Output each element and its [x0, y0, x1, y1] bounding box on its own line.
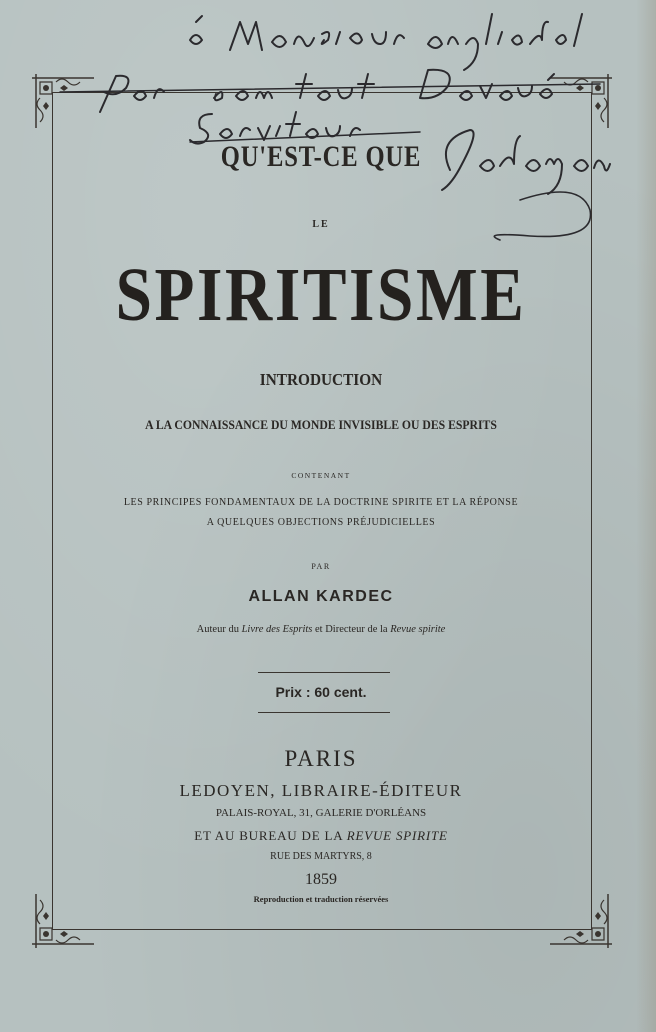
author-credit: [52, 624, 590, 635]
credit-work-2: Revue spirite: [390, 624, 446, 635]
imprint-year: 1859: [305, 871, 337, 888]
imprint-publisher: LEDOYEN, LIBRAIRE-ÉDITEUR: [179, 781, 463, 800]
bureau-prefix: ET AU BUREAU DE LA: [194, 828, 343, 843]
description-line-2: A QUELQUES OBJECTIONS PRÉJUDICIELLES: [206, 517, 436, 528]
imprint-bureau: [52, 828, 590, 844]
price-rule-bottom: [258, 712, 390, 713]
price: Prix : 60 cent.: [275, 684, 367, 700]
title-article: LE: [312, 219, 330, 230]
bureau-journal: REVUE SPIRITE: [346, 828, 448, 843]
imprint-address-2: RUE DES MARTYRS, 8: [270, 851, 372, 862]
credit-middle: et Directeur de la: [315, 624, 388, 635]
handwritten-inscription: [0, 0, 656, 260]
introduction-heading: INTRODUCTION: [259, 370, 383, 389]
price-rule-top: [258, 672, 390, 673]
imprint-city: PARIS: [284, 746, 358, 771]
credit-prefix: Auteur du: [196, 624, 239, 635]
description-line-1: LES PRINCIPES FONDAMENTAUX DE LA DOCTRINE SPIRITE ET LA RÉPONSE: [123, 497, 519, 508]
credit-work-1: Livre des Esprits: [241, 624, 313, 635]
main-title: SPIRITISME: [115, 253, 527, 337]
subtitle: A LA CONNAISSANCE DU MONDE INVISIBLE OU DES ESPRITS: [145, 417, 497, 432]
imprint-address-1: PALAIS-ROYAL, 31, GALERIE D'ORLÉANS: [215, 807, 427, 819]
rights-notice: Reproduction et traduction réservées: [253, 894, 389, 904]
author-name: ALLAN KARDEC: [248, 588, 394, 605]
contenant-label: CONTENANT: [291, 471, 351, 480]
title-question: QU'EST-CE QUE: [220, 140, 422, 173]
by-label: PAR: [311, 562, 331, 571]
